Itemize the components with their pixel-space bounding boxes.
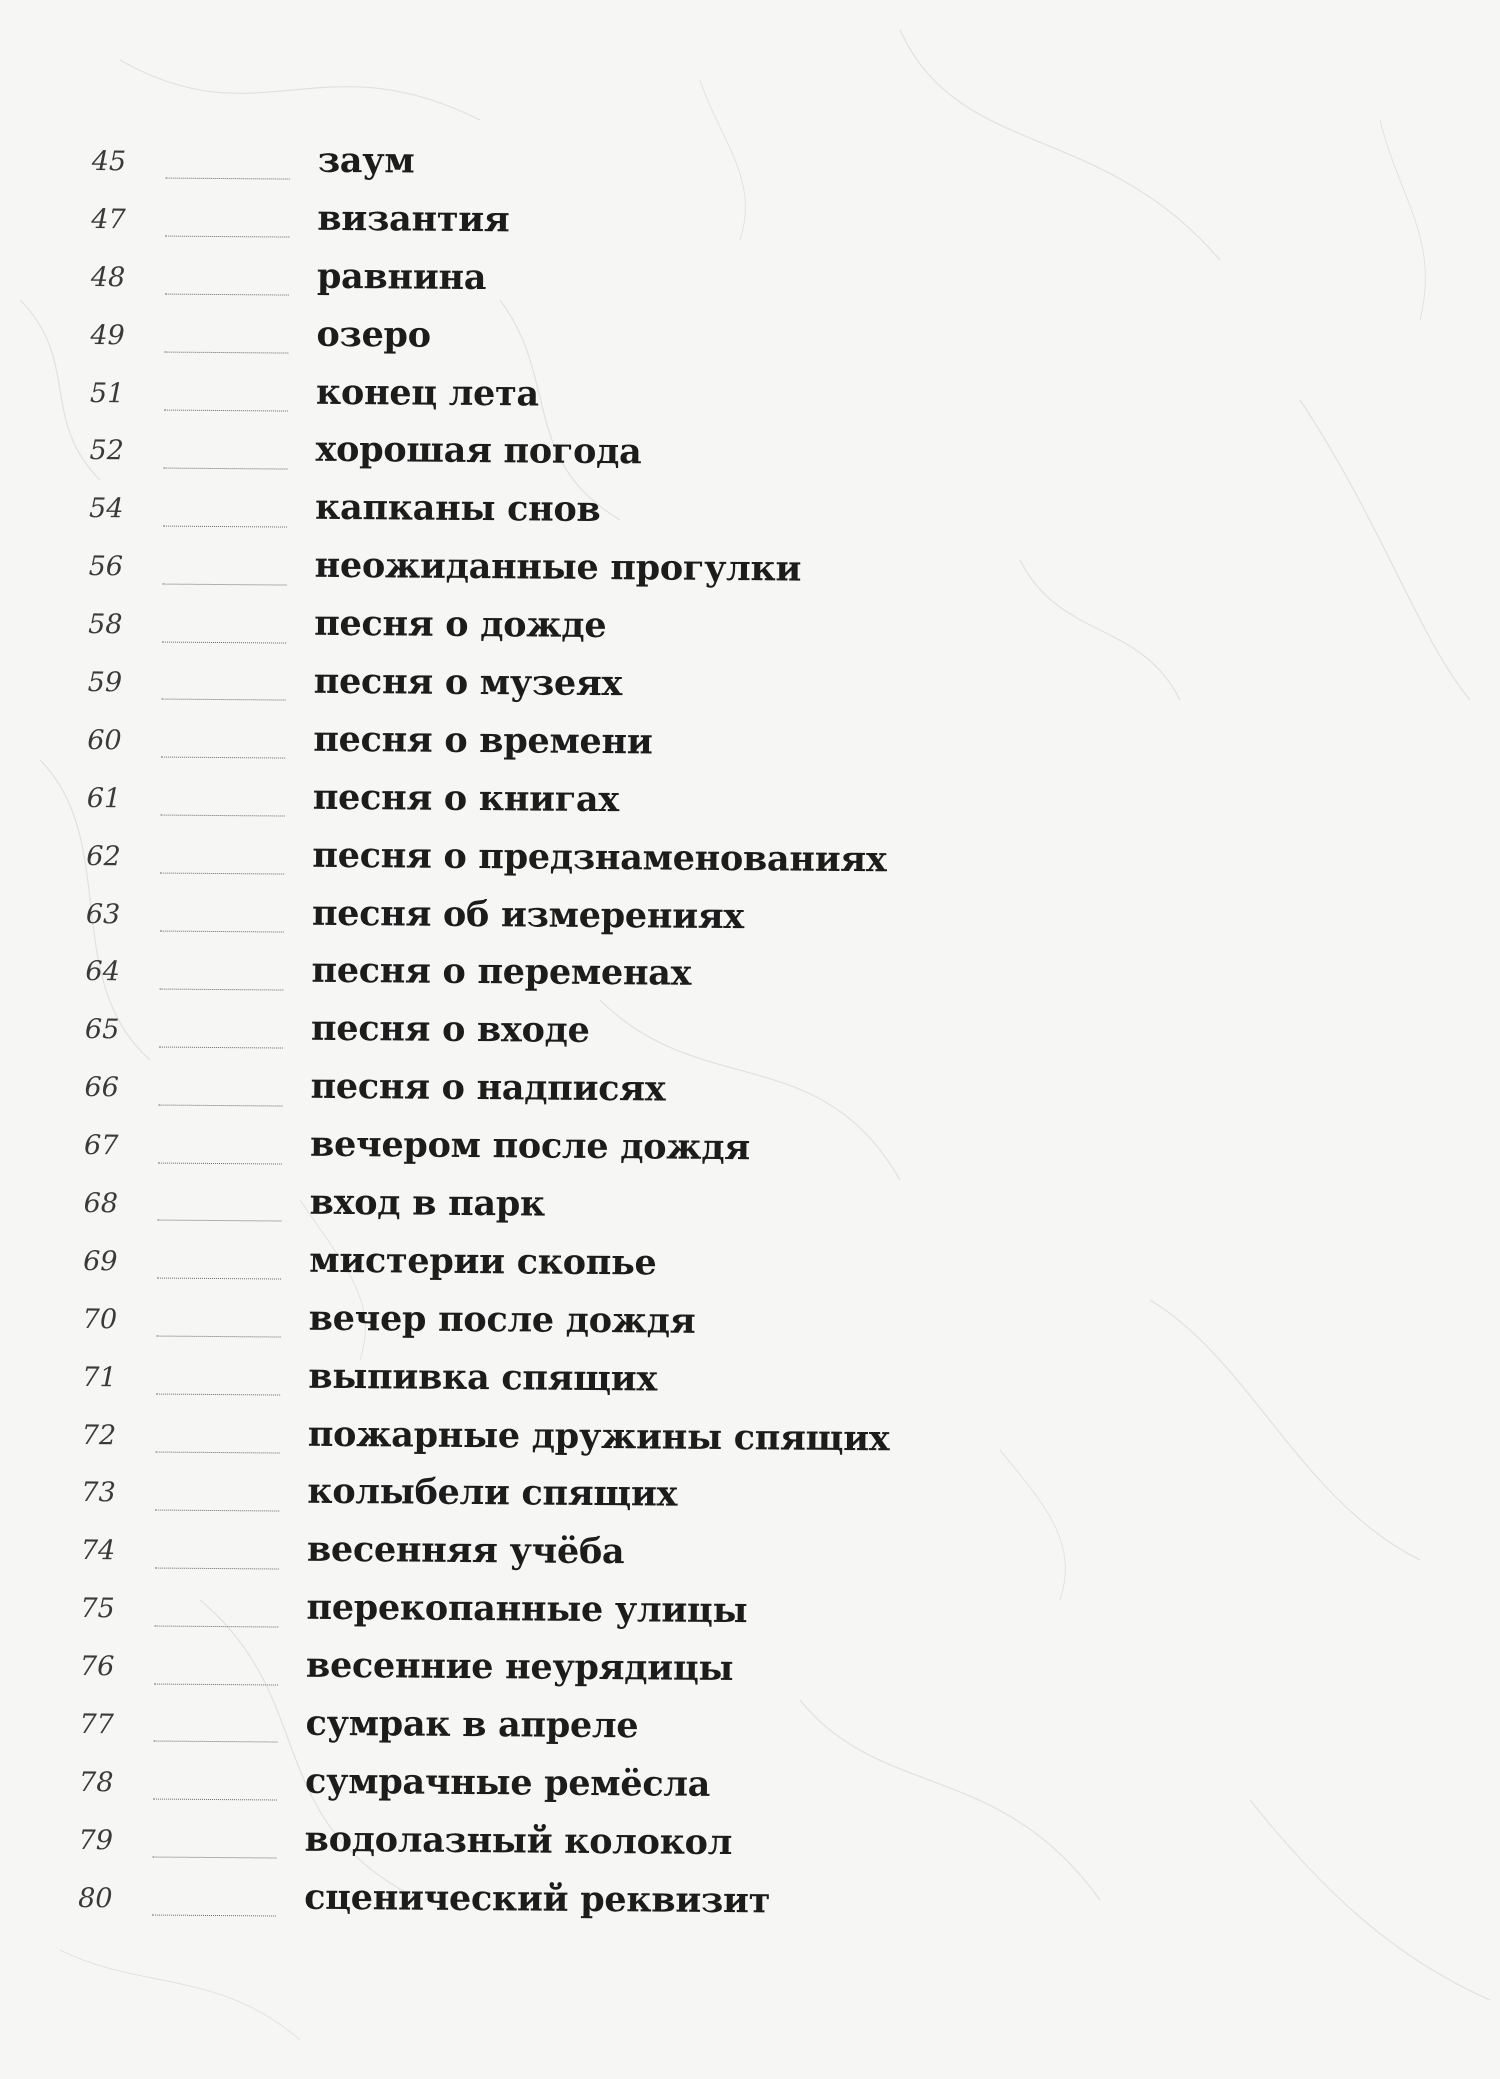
dot-leader <box>165 234 289 238</box>
dot-leader <box>162 581 286 585</box>
toc-page-number: 47 <box>91 203 126 236</box>
toc-page-number: 65 <box>84 1014 120 1046</box>
dot-leader <box>161 813 285 817</box>
toc-entry-title: вечером после дождя <box>309 1123 751 1169</box>
dot-leader <box>153 1797 277 1801</box>
toc-page-number: 80 <box>78 1882 113 1914</box>
toc-entry-title: сумрачные ремёсла <box>304 1760 711 1805</box>
dot-leader <box>154 1681 278 1685</box>
toc-page-number: 79 <box>78 1824 114 1857</box>
toc-entry-title: равнина <box>316 255 487 298</box>
toc-entry <box>78 1817 1178 1884</box>
toc-entry <box>82 1296 1182 1363</box>
toc-page-number: 45 <box>91 145 127 178</box>
toc-entry-title: песня о дожде <box>314 602 607 647</box>
toc-entry-title: песня об измерениях <box>311 892 745 937</box>
toc-page-number: 52 <box>89 435 125 467</box>
dot-leader <box>162 639 286 643</box>
dot-leader <box>155 1507 279 1511</box>
toc-page-number: 56 <box>88 551 124 583</box>
toc-page-number: 75 <box>80 1593 115 1625</box>
toc-entry-title: вечер после дождя <box>308 1297 696 1342</box>
toc-page-number: 78 <box>78 1766 114 1799</box>
toc-page-number: 70 <box>82 1303 118 1336</box>
toc-entry <box>87 717 1187 784</box>
toc-entry-title: неожиданные прогулки <box>314 544 802 590</box>
dot-leader <box>158 1160 282 1164</box>
toc-entry <box>87 775 1187 842</box>
toc-entry <box>84 1122 1184 1189</box>
toc-entry <box>79 1759 1179 1826</box>
dot-leader <box>166 176 290 180</box>
toc-page-number: 76 <box>79 1651 115 1683</box>
dot-leader <box>163 523 287 527</box>
toc-entry-title: озеро <box>316 313 431 356</box>
toc-entry-title: песня о надписях <box>310 1065 666 1110</box>
toc-entry <box>87 659 1187 726</box>
toc-page-number: 49 <box>90 319 125 351</box>
toc-entry-title: весенняя учёба <box>306 1529 625 1573</box>
toc-entry-title: колыбели спящих <box>307 1471 678 1516</box>
toc-entry <box>78 1875 1178 1942</box>
toc-page-number: 67 <box>83 1130 119 1162</box>
table-of-contents <box>78 138 1192 1941</box>
toc-entry <box>86 891 1186 958</box>
dot-leader <box>161 755 285 759</box>
dot-leader <box>158 1102 282 1106</box>
toc-entry-title: византия <box>317 197 510 241</box>
toc-entry-title: вход в парк <box>309 1181 546 1225</box>
toc-page-number: 77 <box>79 1708 115 1741</box>
dot-leader <box>156 1392 280 1396</box>
toc-entry <box>84 1064 1184 1131</box>
toc-page-number: 64 <box>85 956 120 988</box>
toc-entry-title: выпивка спящих <box>308 1355 658 1400</box>
dot-leader <box>164 350 288 354</box>
toc-entry-title: хорошая погода <box>315 429 642 473</box>
toc-page-number: 73 <box>81 1477 116 1509</box>
toc-entry <box>80 1643 1180 1710</box>
toc-entry <box>90 312 1190 379</box>
toc-page-number: 54 <box>88 493 124 525</box>
toc-entry <box>81 1527 1181 1594</box>
dot-leader <box>157 1276 281 1280</box>
toc-entry <box>91 196 1191 263</box>
dot-leader <box>159 986 283 990</box>
dot-leader <box>160 871 284 875</box>
toc-page-number: 66 <box>84 1072 120 1104</box>
toc-page-number: 71 <box>82 1361 117 1393</box>
toc-page-number: 61 <box>86 782 122 815</box>
toc-entry <box>88 543 1188 610</box>
toc-entry-title: капканы снов <box>314 487 601 531</box>
toc-entry <box>92 138 1192 205</box>
toc-entry <box>79 1701 1179 1768</box>
toc-entry-title: песня о музеях <box>313 660 623 705</box>
toc-page-number: 69 <box>83 1245 118 1278</box>
toc-page-number: 68 <box>83 1187 119 1220</box>
toc-entry-title: песня о времени <box>313 718 653 763</box>
toc-page-number: 72 <box>81 1419 117 1451</box>
toc-entry-title: мистерии скопье <box>309 1239 657 1284</box>
toc-entry <box>83 1180 1183 1247</box>
toc-entry <box>81 1469 1181 1536</box>
toc-entry <box>83 1238 1183 1305</box>
toc-page-number: 51 <box>89 377 125 409</box>
toc-entry-title: заум <box>317 139 415 182</box>
dot-leader <box>152 1855 276 1859</box>
dot-leader <box>159 1044 283 1048</box>
dot-leader <box>155 1565 279 1569</box>
dot-leader <box>153 1739 277 1743</box>
dot-leader <box>156 1450 280 1454</box>
toc-page-number: 74 <box>80 1535 116 1567</box>
toc-entry-title: пожарные дружины спящих <box>307 1413 890 1459</box>
toc-entry-title: песня о входе <box>310 1008 590 1052</box>
dot-leader <box>157 1218 281 1222</box>
dot-leader <box>163 465 287 469</box>
dot-leader <box>154 1623 278 1627</box>
toc-entry <box>82 1412 1182 1479</box>
toc-entry-title: водолазный колокол <box>304 1818 733 1863</box>
toc-entry <box>85 1006 1185 1073</box>
toc-entry <box>90 370 1190 437</box>
dot-leader <box>160 929 284 933</box>
toc-entry-title: сумрак в апреле <box>305 1702 639 1747</box>
toc-entry <box>80 1585 1180 1652</box>
dot-leader <box>164 408 288 412</box>
toc-entry <box>91 254 1191 321</box>
toc-page-number: 59 <box>87 666 123 699</box>
dot-leader <box>152 1913 276 1917</box>
toc-entry <box>86 833 1186 900</box>
toc-page-number: 58 <box>88 609 123 641</box>
toc-entry-title: конец лета <box>315 371 540 415</box>
toc-entry-title: весенние неурядицы <box>305 1644 734 1690</box>
toc-entry-title: перекопанные улицы <box>306 1586 748 1632</box>
toc-entry-title: сценический реквизит <box>304 1876 771 1922</box>
toc-entry <box>85 948 1185 1015</box>
toc-entry-title: песня о предзнаменованиях <box>312 834 887 880</box>
toc-page-number: 48 <box>90 261 126 294</box>
toc-page-number: 62 <box>86 840 121 872</box>
toc-entry <box>89 427 1189 494</box>
dot-leader <box>157 1334 281 1338</box>
toc-page-number: 63 <box>85 898 121 930</box>
toc-entry <box>88 601 1188 668</box>
toc-entry <box>82 1354 1182 1421</box>
toc-entry-title: песня о книгах <box>312 776 620 820</box>
toc-entry-title: песня о переменах <box>311 950 692 995</box>
dot-leader <box>165 292 289 296</box>
toc-page-number: 60 <box>87 724 122 757</box>
dot-leader <box>162 697 286 701</box>
toc-entry <box>89 485 1189 552</box>
